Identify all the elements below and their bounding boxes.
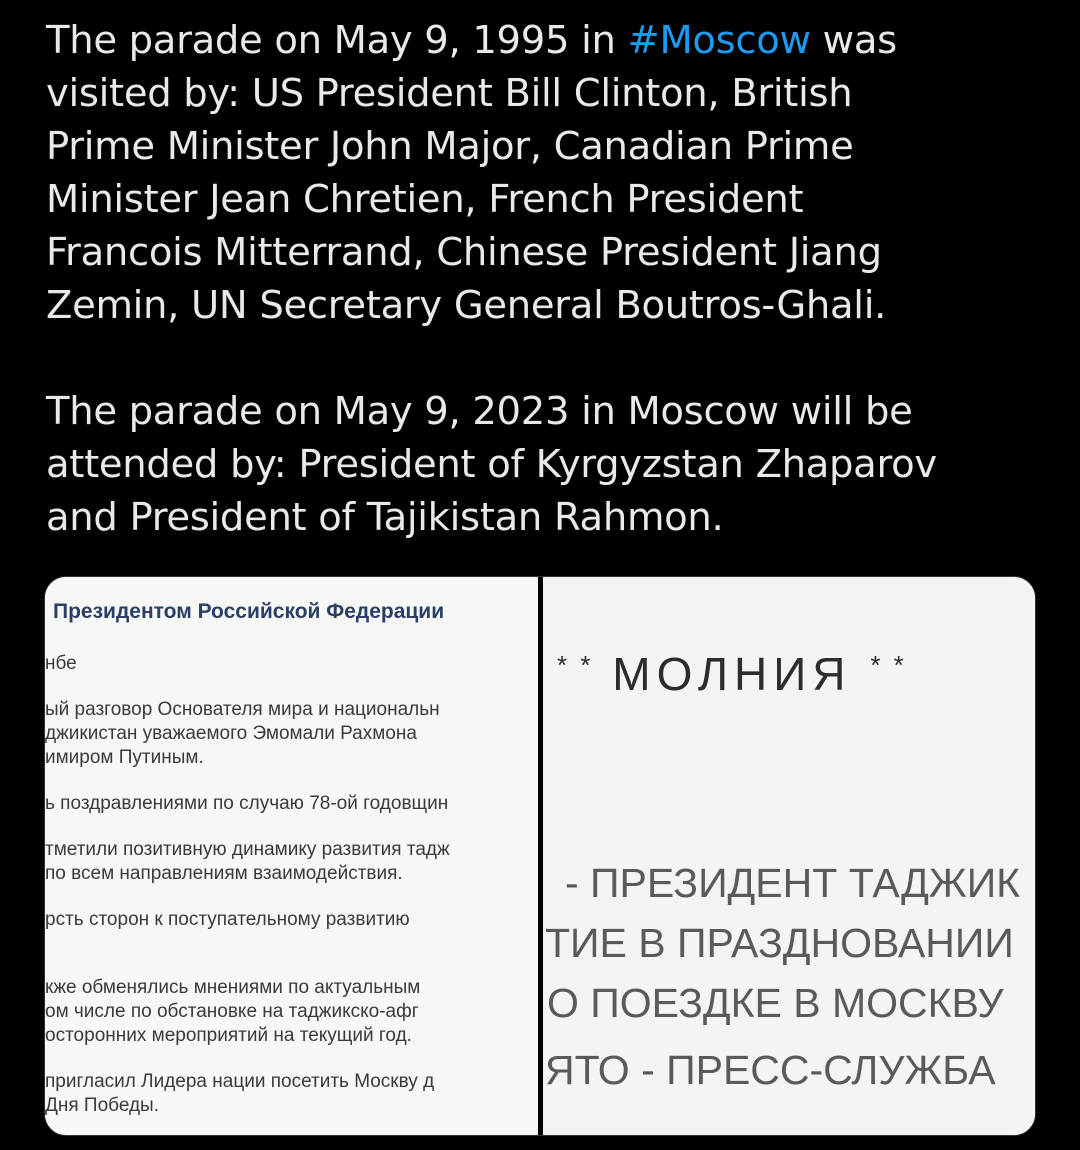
tweet-paragraph-1 <box>46 14 1046 332</box>
document-line: имиром Путиным. <box>45 747 204 768</box>
document-line: ый разговор Основателя мира и национальн <box>45 699 440 720</box>
document-line: Дня Победы. <box>45 1095 159 1116</box>
document-line: тметили позитивную динамику развития тадж <box>45 839 450 860</box>
tweet-paragraph-2: The parade on May 9, 2023 in Moscow will be attended by: President of Kyrgyzstan Zhaparov and President of Tajikistan Rahmon. <box>46 389 937 540</box>
media-card[interactable] <box>44 576 1036 1136</box>
document-line: пригласил Лидера нации посетить Москву д <box>45 1071 435 1092</box>
document-line: рсть сторон к поступательному развитию <box>45 909 410 930</box>
flash-line: ТИЕ В ПРАЗДНОВАНИИ <box>545 920 1014 966</box>
tweet-paragraph-1-end: was visited by: US President Bill Clinton, British Prime Minister John Major, Canadian Prime Minister Jean Chretien, French President Francois Mitterrand, Chinese President Jiang Zemin, UN Secretary General Boutros-Ghali. <box>46 18 897 328</box>
flash-headline-text: МОЛНИЯ <box>612 648 852 700</box>
document-line: ь поздравлениями по случаю 78-ой годовщин <box>45 793 449 814</box>
hashtag-link[interactable]: #Moscow <box>627 18 811 63</box>
flash-line: О ПОЕЗДКЕ В МОСКВУ <box>547 980 1004 1026</box>
media-image-left[interactable] <box>45 577 538 1135</box>
document-header: Президентом Российской Федерации <box>53 600 445 623</box>
media-image-right[interactable] <box>543 577 1035 1135</box>
tweet-paragraph-1-start: The parade on May 9, 1995 in <box>46 18 628 63</box>
tweet-text <box>46 14 1046 544</box>
stars-left: * * <box>557 650 594 680</box>
document-line: осторонних мероприятий на текущий год. <box>45 1025 412 1046</box>
stars-right: * * <box>870 650 907 680</box>
document-line: джикистан уважаемого Эмомали Рахмона <box>45 723 417 744</box>
document-line: по всем направлениям взаимодействия. <box>45 863 403 884</box>
flash-line: - ПРЕЗИДЕНТ ТАДЖИК <box>565 860 1021 906</box>
document-line: нбе <box>45 653 77 674</box>
flash-line: ЯТО - ПРЕСС-СЛУЖБА <box>545 1047 996 1093</box>
flash-headline <box>557 647 907 701</box>
document-line: ом числе по обстановке на таджикско-афг <box>45 1001 419 1022</box>
document-line: кже обменялись мнениями по актуальным <box>45 977 421 998</box>
